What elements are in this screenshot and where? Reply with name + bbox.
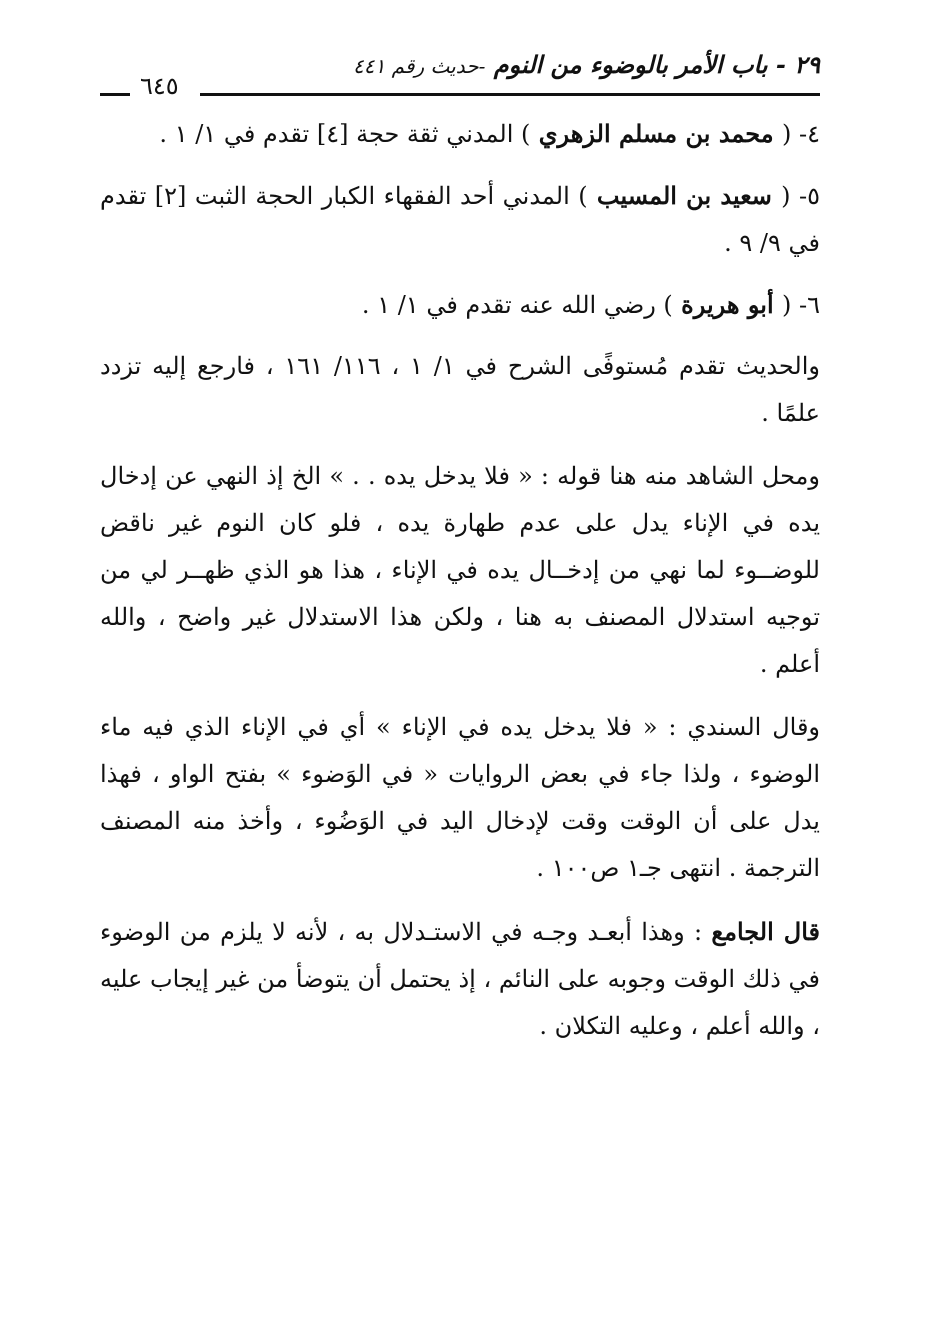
narrator-name: أبو هريرة bbox=[672, 290, 782, 319]
header-divider bbox=[200, 93, 820, 96]
chapter-heading bbox=[353, 50, 820, 79]
page-number: ٦٤٥ bbox=[134, 72, 185, 100]
hadith-reference: -حديث رقم ٤٤١ bbox=[353, 54, 486, 78]
narrator-number: ٦- ( bbox=[782, 291, 820, 319]
narrator-entry-6 bbox=[100, 281, 820, 329]
compiler-remark-text: : وهذا أبعـد وجـه في الاستـدلال به ، لأنه لا يلزم من الوضوء في ذلك الوقت وجوبه على النائم ، إذ يحتمل أن يتوضأ من غير إيجاب عليه ، والله أعلم ، وعليه التكلان . bbox=[100, 918, 820, 1040]
chapter-title: ٢٩ - باب الأمر بالوضوء من النوم bbox=[493, 50, 820, 79]
narrator-description: ) رضي الله عنه تقدم في ١/ ١ . bbox=[361, 291, 673, 319]
page-header bbox=[100, 40, 820, 100]
header-divider-left bbox=[100, 93, 130, 96]
paragraph-compiler-remark bbox=[100, 908, 820, 1050]
compiler-label: قال الجامع bbox=[711, 917, 820, 946]
paragraph-evidence: ومحل الشاهد منه هنا قوله : « فلا يدخل يده . . » الخ إذ النهي عن إدخال يده في الإناء يدل على عدم طهارة يده ، فلو كان النوم غير ناقض للوضــوء لما نهي من إدخــال يده في الإناء ، هذا هو الذي ظهــر لي من توجيه استدلال المصنف به هنا ، ولكن هذا الاستدلال غير واضح ، والله أعلم . bbox=[100, 462, 821, 678]
paragraph-hadith-reference: والحديث تقدم مُستوفًى الشرح في ١/ ١ ، ١١٦/ ١٦١ ، فارجع إليه تزدد علمًا . bbox=[100, 352, 820, 427]
narrator-entry-4 bbox=[100, 110, 820, 158]
book-page bbox=[100, 40, 820, 1066]
narrator-number: ٥- ( bbox=[781, 182, 820, 210]
paragraph-sindi-quote: وقال السندي : « فلا يدخل يده في الإناء » أي في الإناء الذي فيه ماء الوضوء ، ولذا جاء في بعض الروايات « في الوَضوء » بفتح الواو ، فهذا يدل على أن الوقت وقت لإدخال اليد في الوَضُوء ، وأخذ منه المصنف الترجمة . انتهى جـ١ ص١٠٠ . bbox=[100, 713, 820, 882]
page-body bbox=[100, 110, 820, 1050]
narrator-number: ٤- ( bbox=[782, 120, 820, 148]
narrator-description: ) المدني ثقة حجة [٤] تقدم في ١/ ١ . bbox=[159, 120, 531, 148]
narrator-entry-5 bbox=[100, 172, 820, 267]
narrator-description: ) المدني أحد الفقهاء الكبار الحجة الثبت [٢] تقدم في ٩/ ٩ . bbox=[100, 182, 820, 257]
narrator-name: محمد بن مسلم الزهري bbox=[530, 119, 782, 148]
narrator-name: سعيد بن المسيب bbox=[587, 181, 782, 210]
